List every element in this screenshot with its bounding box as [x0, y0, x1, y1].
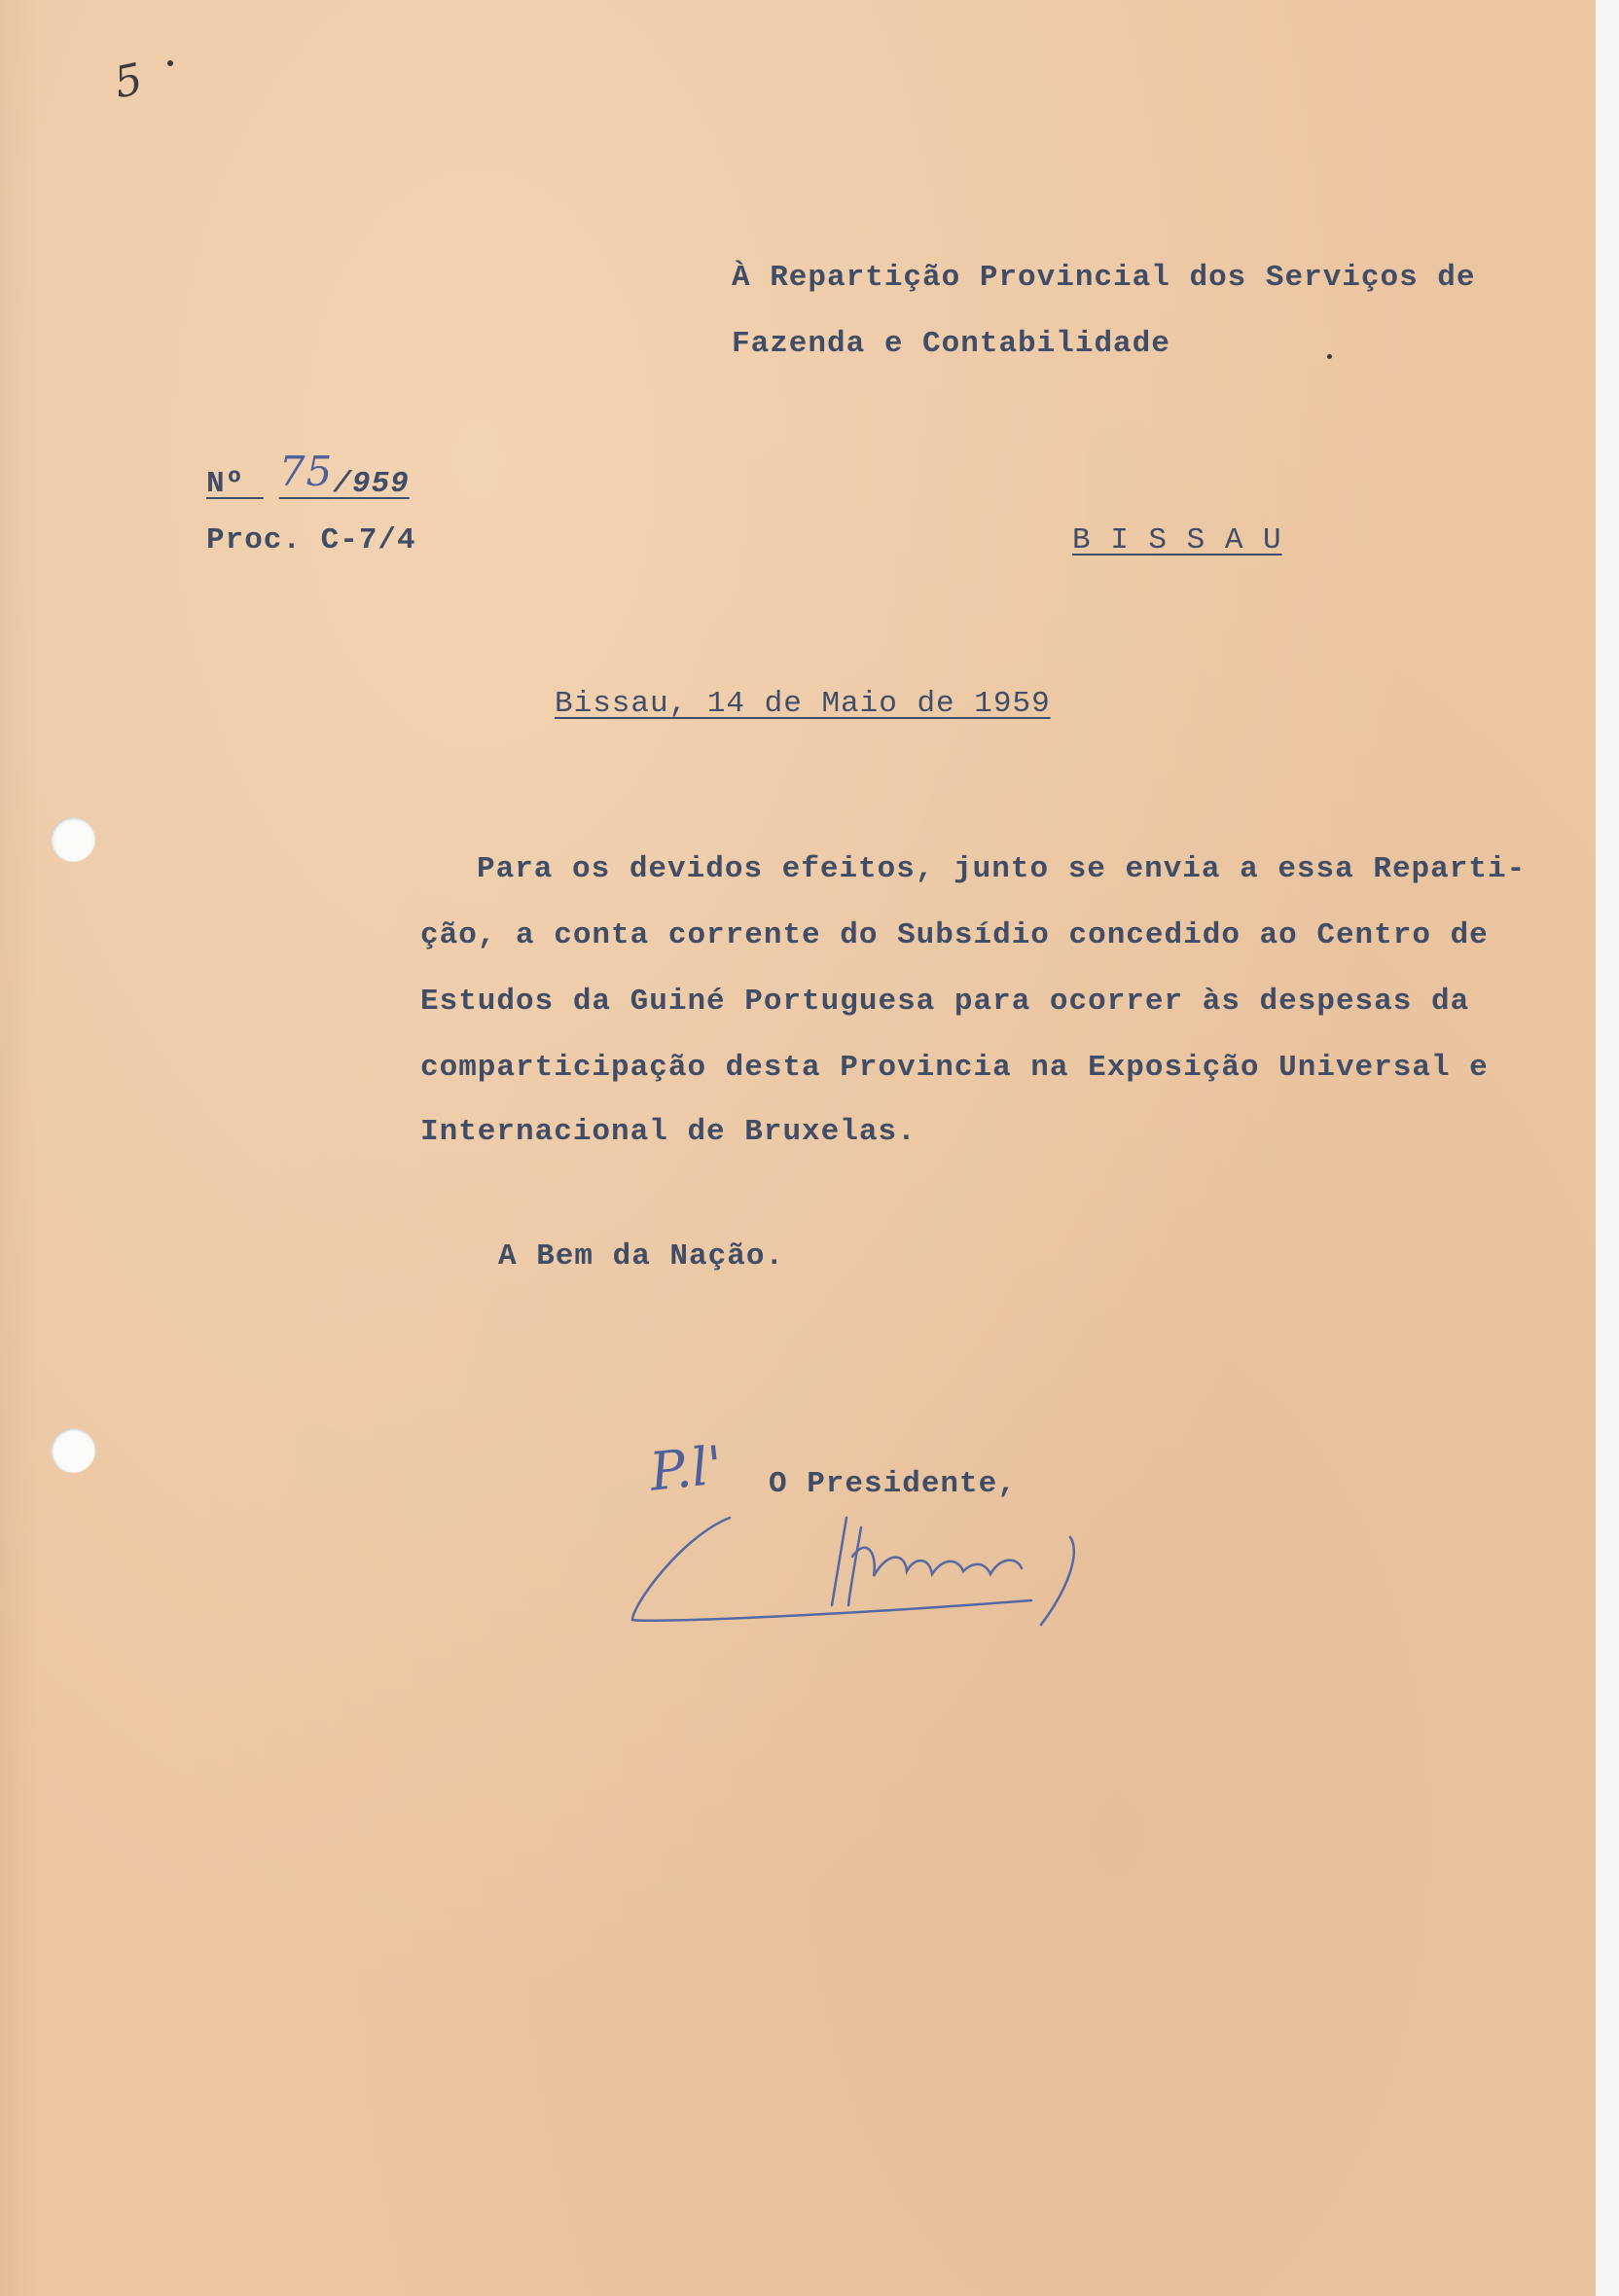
closing-salutation: A Bem da Nação.	[498, 1239, 785, 1274]
binder-hole-top	[51, 817, 95, 862]
reference-number-handwritten: 75	[278, 448, 334, 495]
reference-number-suffix: /959	[333, 467, 410, 501]
signature-handwritten-prefix: P.l'	[646, 1434, 726, 1503]
corner-page-mark: 5	[110, 54, 147, 109]
reference-number	[206, 448, 410, 501]
addressee-line-1: À Repartição Provincial dos Serviços de	[732, 261, 1476, 295]
corner-mark-dot	[167, 60, 173, 66]
date-line: Bissau, 14 de Maio de 1959	[555, 687, 1051, 721]
process-reference: Proc. C-7/4	[206, 523, 416, 557]
body-line-1: Para os devidos efeitos, junto se envia a essa Reparti-	[477, 852, 1527, 886]
handwritten-signature	[623, 1498, 1129, 1644]
addressee-line-2: Fazenda e Contabilidade	[732, 327, 1170, 361]
reference-number-prefix: Nº	[206, 467, 245, 501]
body-line-2: ção, a conta corrente do Subsídio concedido ao Centro de	[420, 918, 1489, 952]
destination: B I S S A U	[1072, 523, 1282, 557]
stray-dot	[1327, 354, 1332, 359]
paper-edge	[1596, 0, 1619, 2296]
signature-title: O Presidente,	[769, 1467, 1017, 1501]
body-line-4: comparticipação desta Provincia na Exposição Universal e	[420, 1051, 1489, 1085]
body-line-5: Internacional de Bruxelas.	[420, 1115, 917, 1149]
binder-hole-bottom	[51, 1428, 95, 1473]
body-line-3: Estudos da Guiné Portuguesa para ocorrer às despesas da	[420, 985, 1470, 1019]
